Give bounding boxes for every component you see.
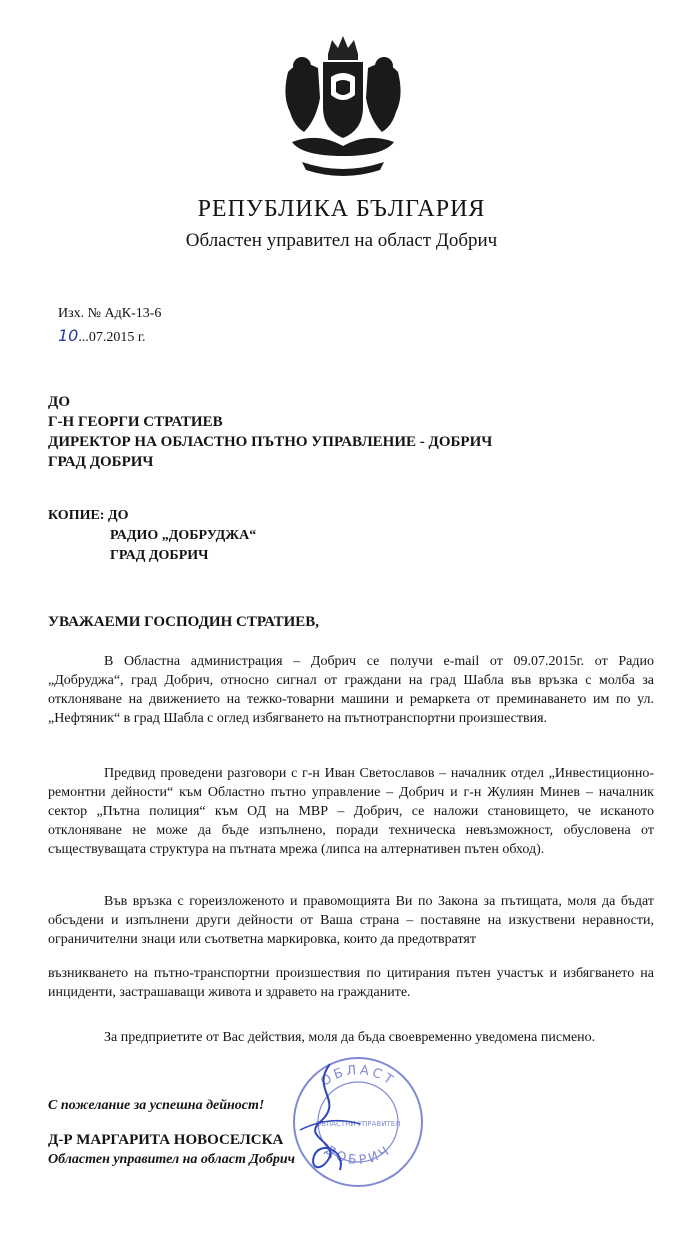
- signer-title: Областен управител на област Добрич: [48, 1152, 296, 1167]
- addressee-city: ГРАД ДОБРИЧ: [48, 454, 154, 470]
- bulgarian-coat-of-arms-icon: [268, 32, 418, 182]
- svg-text:ОБЛАСТ: ОБЛАСТ: [318, 1062, 398, 1090]
- copy-to-recipient: РАДИО „ДОБРУДЖА“: [110, 528, 257, 543]
- closing-wish: С пожелание за успешна дейност!: [48, 1098, 265, 1113]
- outgoing-number: Изх. № АдК-13-6: [58, 306, 162, 321]
- institution-title: Областен управител на област Добрич: [185, 230, 498, 251]
- country-title: РЕПУБЛИКА БЪЛГАРИЯ: [197, 196, 486, 222]
- date-rest: ...07.2015 г.: [78, 330, 146, 345]
- body-paragraph-2: Предвид проведени разговори с г-н Иван Светославов – началник отдел „Инвестиционно-ремонтни дейности“ към Областно пътно управление – Добрич и г-н Жулиян Минев – началник сектор „Пътна полиция“ към ОД на МВР – Добрич, се наложи становището, че исканото отклоняване не може да бъде изпълнено, поради техническа невъзможност, обусловена от съществуващата структура на пътната мрежа (липса на алтернативен пътен обход).: [48, 766, 654, 857]
- copy-to-city: ГРАД ДОБРИЧ: [110, 548, 209, 563]
- addressee-name: Г-Н ГЕОРГИ СТРАТИЕВ: [48, 414, 223, 430]
- handwritten-day: 10: [58, 326, 79, 345]
- handwritten-signature-icon: [290, 1060, 370, 1180]
- svg-text:ОБЛАСТНИ УПРАВИТЕЛ: ОБЛАСТНИ УПРАВИТЕЛ: [315, 1120, 401, 1128]
- body-paragraph-3: Във връзка с гореизложеното и правомощията Ви по Закона за пътищата, моля да бъдат обсъдени и изпълнени други дейности от Ваша страна – поставяне на изкуствени неравности, ограничителни знаци или съответна маркировка, които да предотвратят: [48, 894, 654, 947]
- body-paragraph-5: За предприетите от Вас действия, моля да бъда своевременно уведомена писмено.: [104, 1030, 596, 1045]
- addressee-position: ДИРЕКТОР НА ОБЛАСТНО ПЪТНО УПРАВЛЕНИЕ - ДОБРИЧ: [48, 434, 493, 450]
- copy-to-label: КОПИЕ: ДО: [48, 508, 129, 523]
- salutation: УВАЖАЕМИ ГОСПОДИН СТРАТИЕВ,: [48, 614, 320, 630]
- document-date: [58, 326, 146, 346]
- addressee-block: [48, 392, 492, 472]
- body-paragraph-4: възникването на пътно-транспортни произшествия по цитирания пътен участък и избягването на инциденти, застрашаващи живота и здравето на гражданите.: [48, 966, 654, 1000]
- addressee-line-to: ДО: [48, 394, 70, 410]
- body-paragraph-1: В Областна администрация – Добрич се получи e-mail от 09.07.2015г. от Радио „Добруджа“, град Добрич, относно сигнал от граждани на град Шабла във връзка с молба за отклоняване на движението на тежко-товарни машини и ремаркета от преминаването им по ул.„Нефтяник“ в град Шабла с оглед избягването на пътнотранспортни произшествия.: [48, 654, 654, 726]
- signer-name: Д-Р МАРГАРИТА НОВОСЕЛСКА: [48, 1132, 284, 1148]
- svg-text:ДОБРИЧ: ДОБРИЧ: [321, 1142, 395, 1169]
